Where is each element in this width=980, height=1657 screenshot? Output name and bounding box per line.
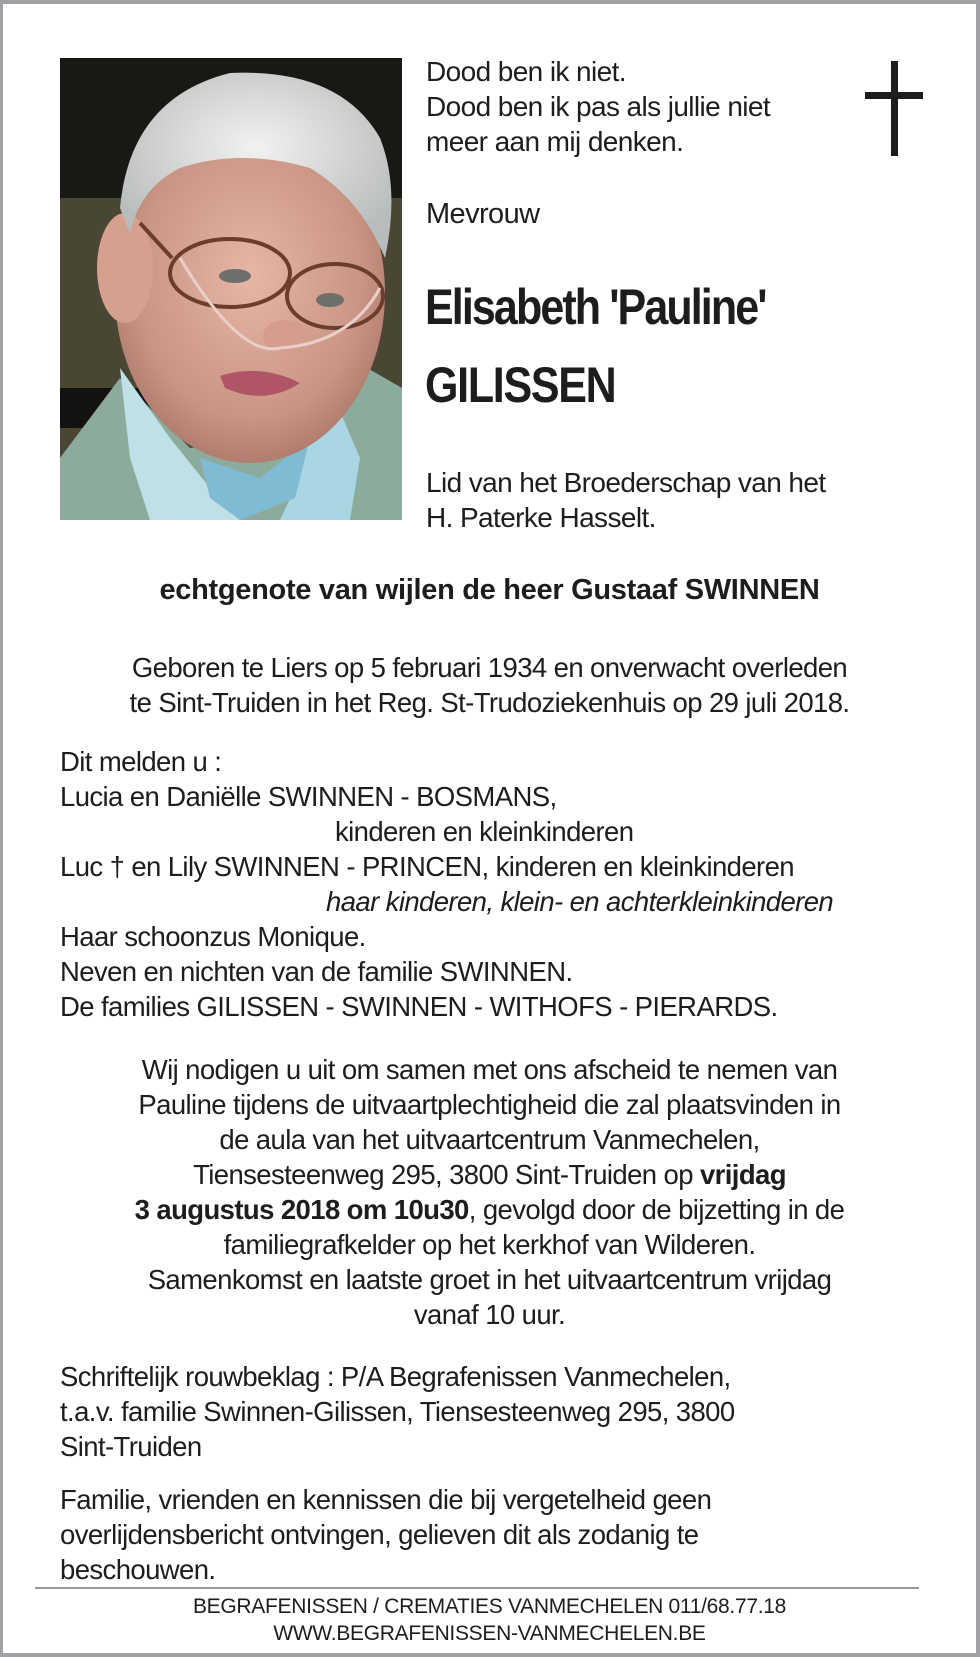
salutation: Mevrouw <box>426 198 540 230</box>
condolences-line: t.a.v. familie Swinnen-Gilissen, Tiensesteenweg 295, 3800 <box>60 1396 735 1427</box>
invitation-date-time: 3 augustus 2018 om 10u30 <box>134 1194 469 1225</box>
deceased-surname: GILISSEN <box>425 357 616 413</box>
birth-death-line: te Sint-Truiden in het Reg. St-Trudoziekenhuis op 29 juli 2018. <box>129 687 850 718</box>
funeral-home-contact: BEGRAFENISSEN / CREMATIES VANMECHELEN 011/68.77.18 <box>192 1595 787 1618</box>
membership-line: Lid van het Broederschap van het <box>426 467 826 498</box>
deceased-first-name: Elisabeth 'Pauline' <box>425 279 766 335</box>
invitation-line: familiegrafkelder op het kerkhof van Wilderen. <box>223 1229 756 1260</box>
obituary-sheet <box>3 4 976 1653</box>
invitation-line <box>3 1194 976 1226</box>
invitation-line: Wij nodigen u uit om samen met ons afscheid te nemen van <box>141 1054 838 1085</box>
condolences-line: Sint-Truiden <box>60 1431 202 1462</box>
notice-line: beschouwen. <box>60 1554 216 1585</box>
announcer-line-italic: haar kinderen, klein- en achterkleinkinderen <box>326 886 834 917</box>
cross-icon-vertical <box>891 61 898 156</box>
announcers-intro: Dit melden u : <box>60 746 222 777</box>
invitation-day: vrijdag <box>699 1159 786 1190</box>
footer-divider <box>35 1587 919 1589</box>
spouse-line: echtgenote van wijlen de heer Gustaaf SWINNEN <box>159 574 820 606</box>
invitation-burial: , gevolgd door de bijzetting in de <box>468 1194 845 1225</box>
condolences-line: Schriftelijk rouwbeklag : P/A Begrafenissen Vanmechelen, <box>60 1361 731 1392</box>
notice-line: overlijdensbericht ontvingen, gelieven dit als zodanig te <box>60 1519 699 1550</box>
announcer-line: Haar schoonzus Monique. <box>60 921 366 952</box>
invitation-line <box>3 1159 976 1191</box>
announcer-line: kinderen en kleinkinderen <box>335 816 634 847</box>
invitation-line: Pauline tijdens de uitvaartplechtigheid die zal plaatsvinden in <box>138 1089 841 1120</box>
invitation-line: de aula van het uitvaartcentrum Vanmechelen, <box>219 1124 760 1155</box>
notice-line: Familie, vrienden en kennissen die bij vergetelheid geen <box>60 1484 712 1515</box>
portrait-photo <box>60 58 402 520</box>
announcer-line: De families GILISSEN - SWINNEN - WITHOFS - PIERARDS. <box>60 991 778 1022</box>
invitation-address: Tiensesteenweg 295, 3800 Sint-Truiden op <box>193 1159 700 1190</box>
funeral-home-website: WWW.BEGRAFENISSEN-VANMECHELEN.BE <box>273 1622 706 1645</box>
poem-line: meer aan mij denken. <box>426 126 684 157</box>
announcer-line: Lucia en Daniëlle SWINNEN - BOSMANS, <box>60 781 557 812</box>
cross-icon-horizontal <box>865 92 923 99</box>
announcer-line: Luc † en Lily SWINNEN - PRINCEN, kinderen en kleinkinderen <box>60 851 794 882</box>
poem-line: Dood ben ik niet. <box>426 56 626 87</box>
birth-death-line: Geboren te Liers op 5 februari 1934 en onverwacht overleden <box>131 652 848 683</box>
poem-line: Dood ben ik pas als jullie niet <box>426 91 771 122</box>
invitation-line: Samenkomst en laatste groet in het uitvaartcentrum vrijdag <box>147 1264 832 1295</box>
announcer-line: Neven en nichten van de familie SWINNEN. <box>60 956 573 987</box>
invitation-line: vanaf 10 uur. <box>413 1299 566 1330</box>
membership-line: H. Paterke Hasselt. <box>426 502 656 533</box>
